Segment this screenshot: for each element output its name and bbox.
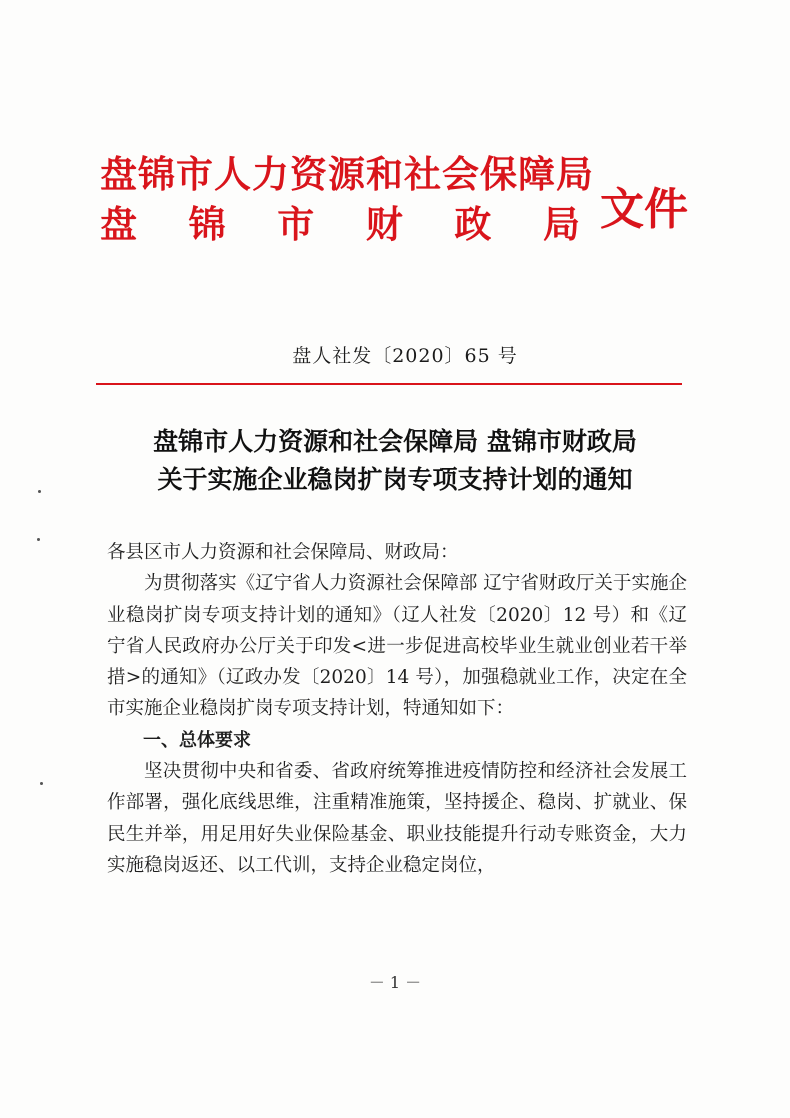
scan-speck [37,538,40,541]
masthead-issuer-1: 盘锦市人力资源和社会保障局 [100,152,594,196]
document-title [0,423,790,499]
masthead-char: 锦 [188,202,226,246]
title-line-2: 关于实施企业稳岗扩岗专项支持计划的通知 [157,465,633,494]
scan-speck [38,490,41,493]
masthead-char: 局 [542,202,580,246]
document-number: 盘人社发〔2020〕65 号 [292,345,518,367]
masthead-document-label: 文件 [600,184,688,235]
page-number: － 1 － [368,973,422,992]
masthead-issuer-2 [100,200,580,248]
document-body [107,537,687,881]
scan-speck [40,782,43,785]
masthead-char: 政 [454,202,492,246]
body-paragraph: 坚决贯彻中央和省委、省政府统筹推进疫情防控和经济社会发展工作部署，强化底线思维，注重精准施策，坚持援企、稳岗、扩就业、保民生并举，用足用好失业保险基金、职业技能提升行动专账资金，大力实施稳岗返还、以工代训，支持企业稳定岗位， [107,761,687,876]
red-divider-line [96,383,682,385]
masthead-char: 市 [277,202,315,246]
intro-paragraph: 为贯彻落实《辽宁省人力资源社会保障部 辽宁省财政厅关于实施企业稳岗扩岗专项支持计划的通知》（辽人社发〔2020〕12 号）和《辽宁省人民政府办公厅关于印发<进一步促进高校毕业生就业创业若干举措>的通知》（辽政办发〔2020〕14 号），加强稳就业工作，决定在全市实施企业稳岗扩岗专项支持计划，特通知如下： [107,573,687,720]
section-heading: 一、总体要求 [143,729,251,751]
masthead-char: 财 [365,202,403,246]
salutation: 各县区市人力资源和社会保障局、财政局： [107,542,459,563]
masthead-char: 盘 [100,202,137,246]
title-line-1: 盘锦市人力资源和社会保障局 盘锦市财政局 [153,427,637,456]
